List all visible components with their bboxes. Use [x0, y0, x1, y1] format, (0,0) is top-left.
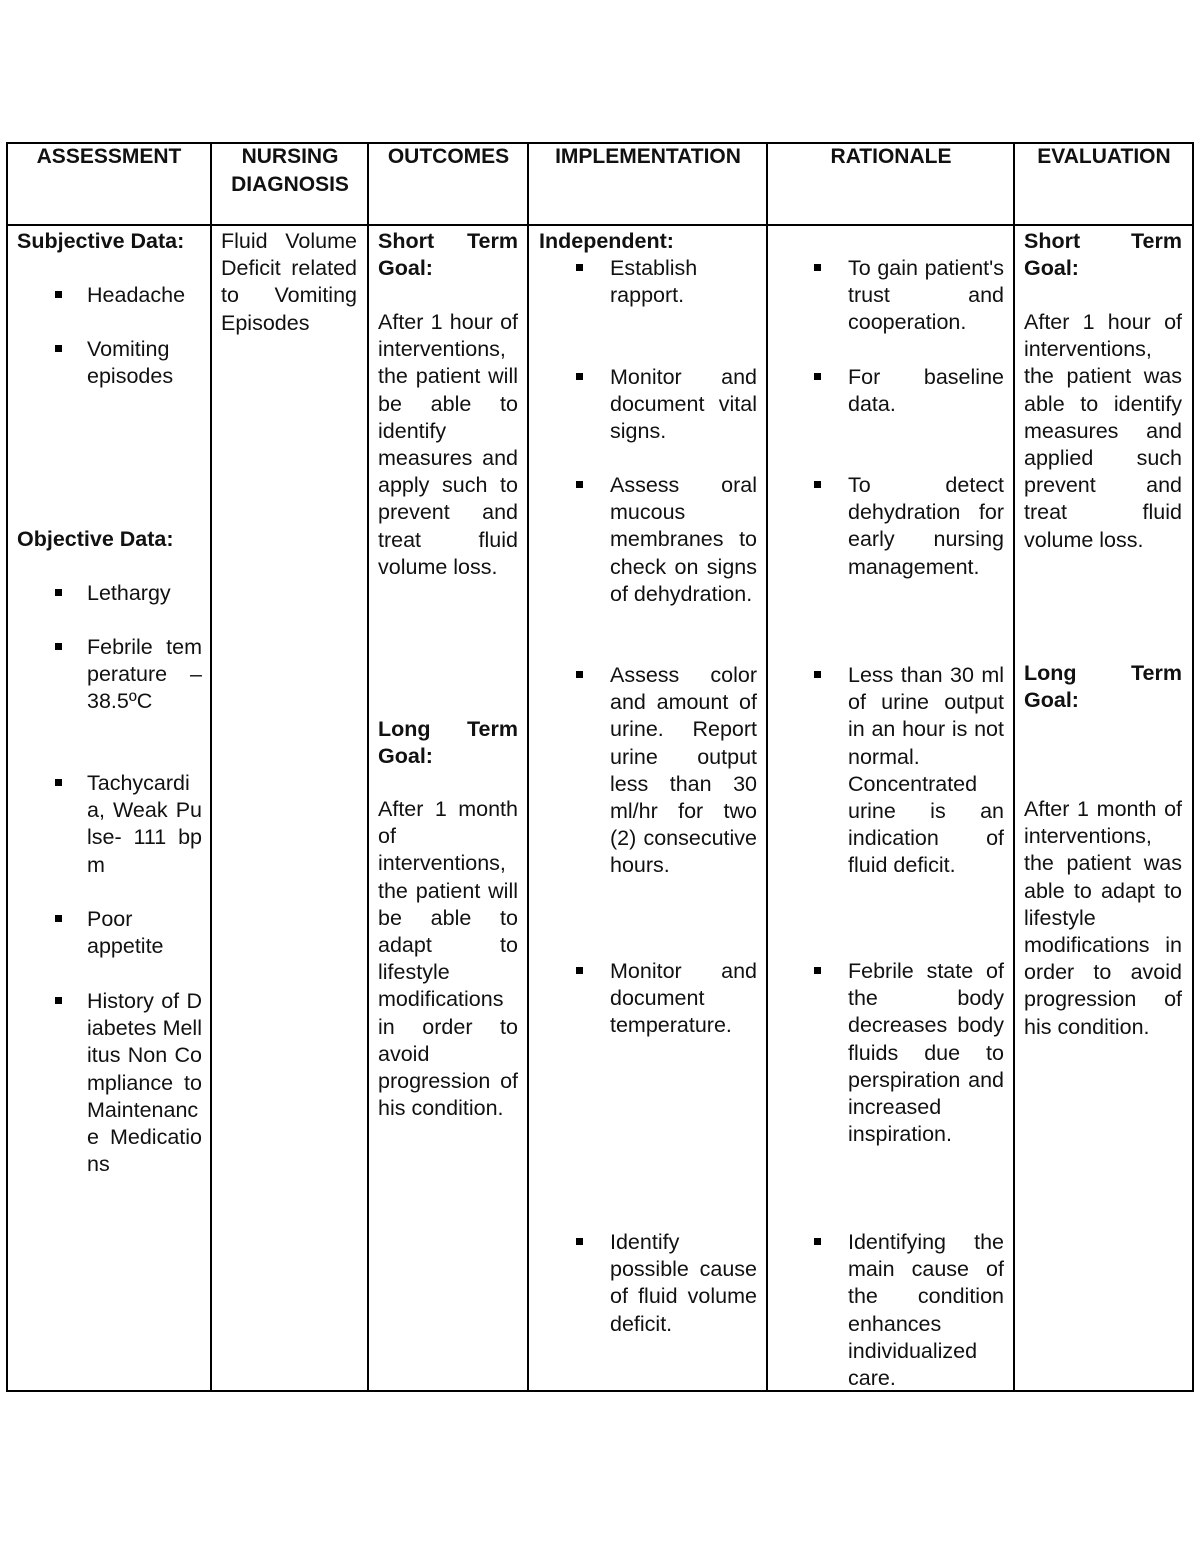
bullet-icon — [55, 345, 62, 352]
evaluation-long-term-label: Long Term Goal: — [1024, 661, 1182, 713]
bullet-icon — [55, 589, 62, 596]
outcomes-short-term-text: After 1 hour of interventions, the patient will be able to identify measures and apply such to prevent and treat fluid volume loss. — [378, 310, 518, 579]
bullet-icon — [814, 1238, 821, 1245]
bullet-icon — [814, 373, 821, 380]
bullet-icon — [55, 779, 62, 786]
outcomes-long-term-label: Long Term Goal: — [378, 717, 518, 769]
subjective-data-label: Subjective Data: — [17, 229, 185, 253]
outcomes-short-term-label: Short Term Goal: — [378, 229, 518, 281]
outcomes-long-term-text: After 1 month of interventions, the patient will be able to adapt to lifestyle modifications in order to avoid progression of his condition. — [378, 797, 518, 1121]
header-nursing-diagnosis: NURSING DIAGNOSIS — [231, 145, 349, 196]
independent-label: Independent: — [539, 229, 674, 253]
header-rationale: RATIONALE — [830, 145, 952, 168]
header-evaluation: EVALUATION — [1037, 145, 1171, 168]
bullet-icon — [55, 643, 62, 650]
bullet-icon — [576, 671, 583, 678]
bullet-icon — [814, 967, 821, 974]
bullet-icon — [814, 481, 821, 488]
evaluation-short-term-text: After 1 hour of interventions, the patient was able to identify measures and applied such prevent and treat fluid volume loss. — [1024, 310, 1182, 552]
header-implementation: IMPLEMENTATION — [555, 145, 741, 168]
bullet-icon — [55, 291, 62, 298]
bullet-icon — [55, 997, 62, 1004]
header-outcomes: OUTCOMES — [387, 145, 510, 168]
evaluation-short-term-label: Short Term Goal: — [1024, 229, 1182, 281]
bullet-icon — [814, 264, 821, 271]
nursing-diagnosis-text: Fluid Volume Deficit related to Vomiting Episodes — [221, 229, 357, 335]
bullet-icon — [576, 1238, 583, 1245]
bullet-icon — [576, 967, 583, 974]
evaluation-long-term-text: After 1 month of interventions, the patient was able to adapt to lifestyle modifications in order to avoid progression of his condition. — [1024, 797, 1182, 1039]
bullet-icon — [576, 264, 583, 271]
bullet-icon — [576, 481, 583, 488]
header-assessment: ASSESSMENT — [36, 145, 182, 168]
bullet-icon — [814, 671, 821, 678]
bullet-icon — [55, 915, 62, 922]
objective-data-label: Objective Data: — [17, 527, 174, 551]
bullet-icon — [576, 373, 583, 380]
